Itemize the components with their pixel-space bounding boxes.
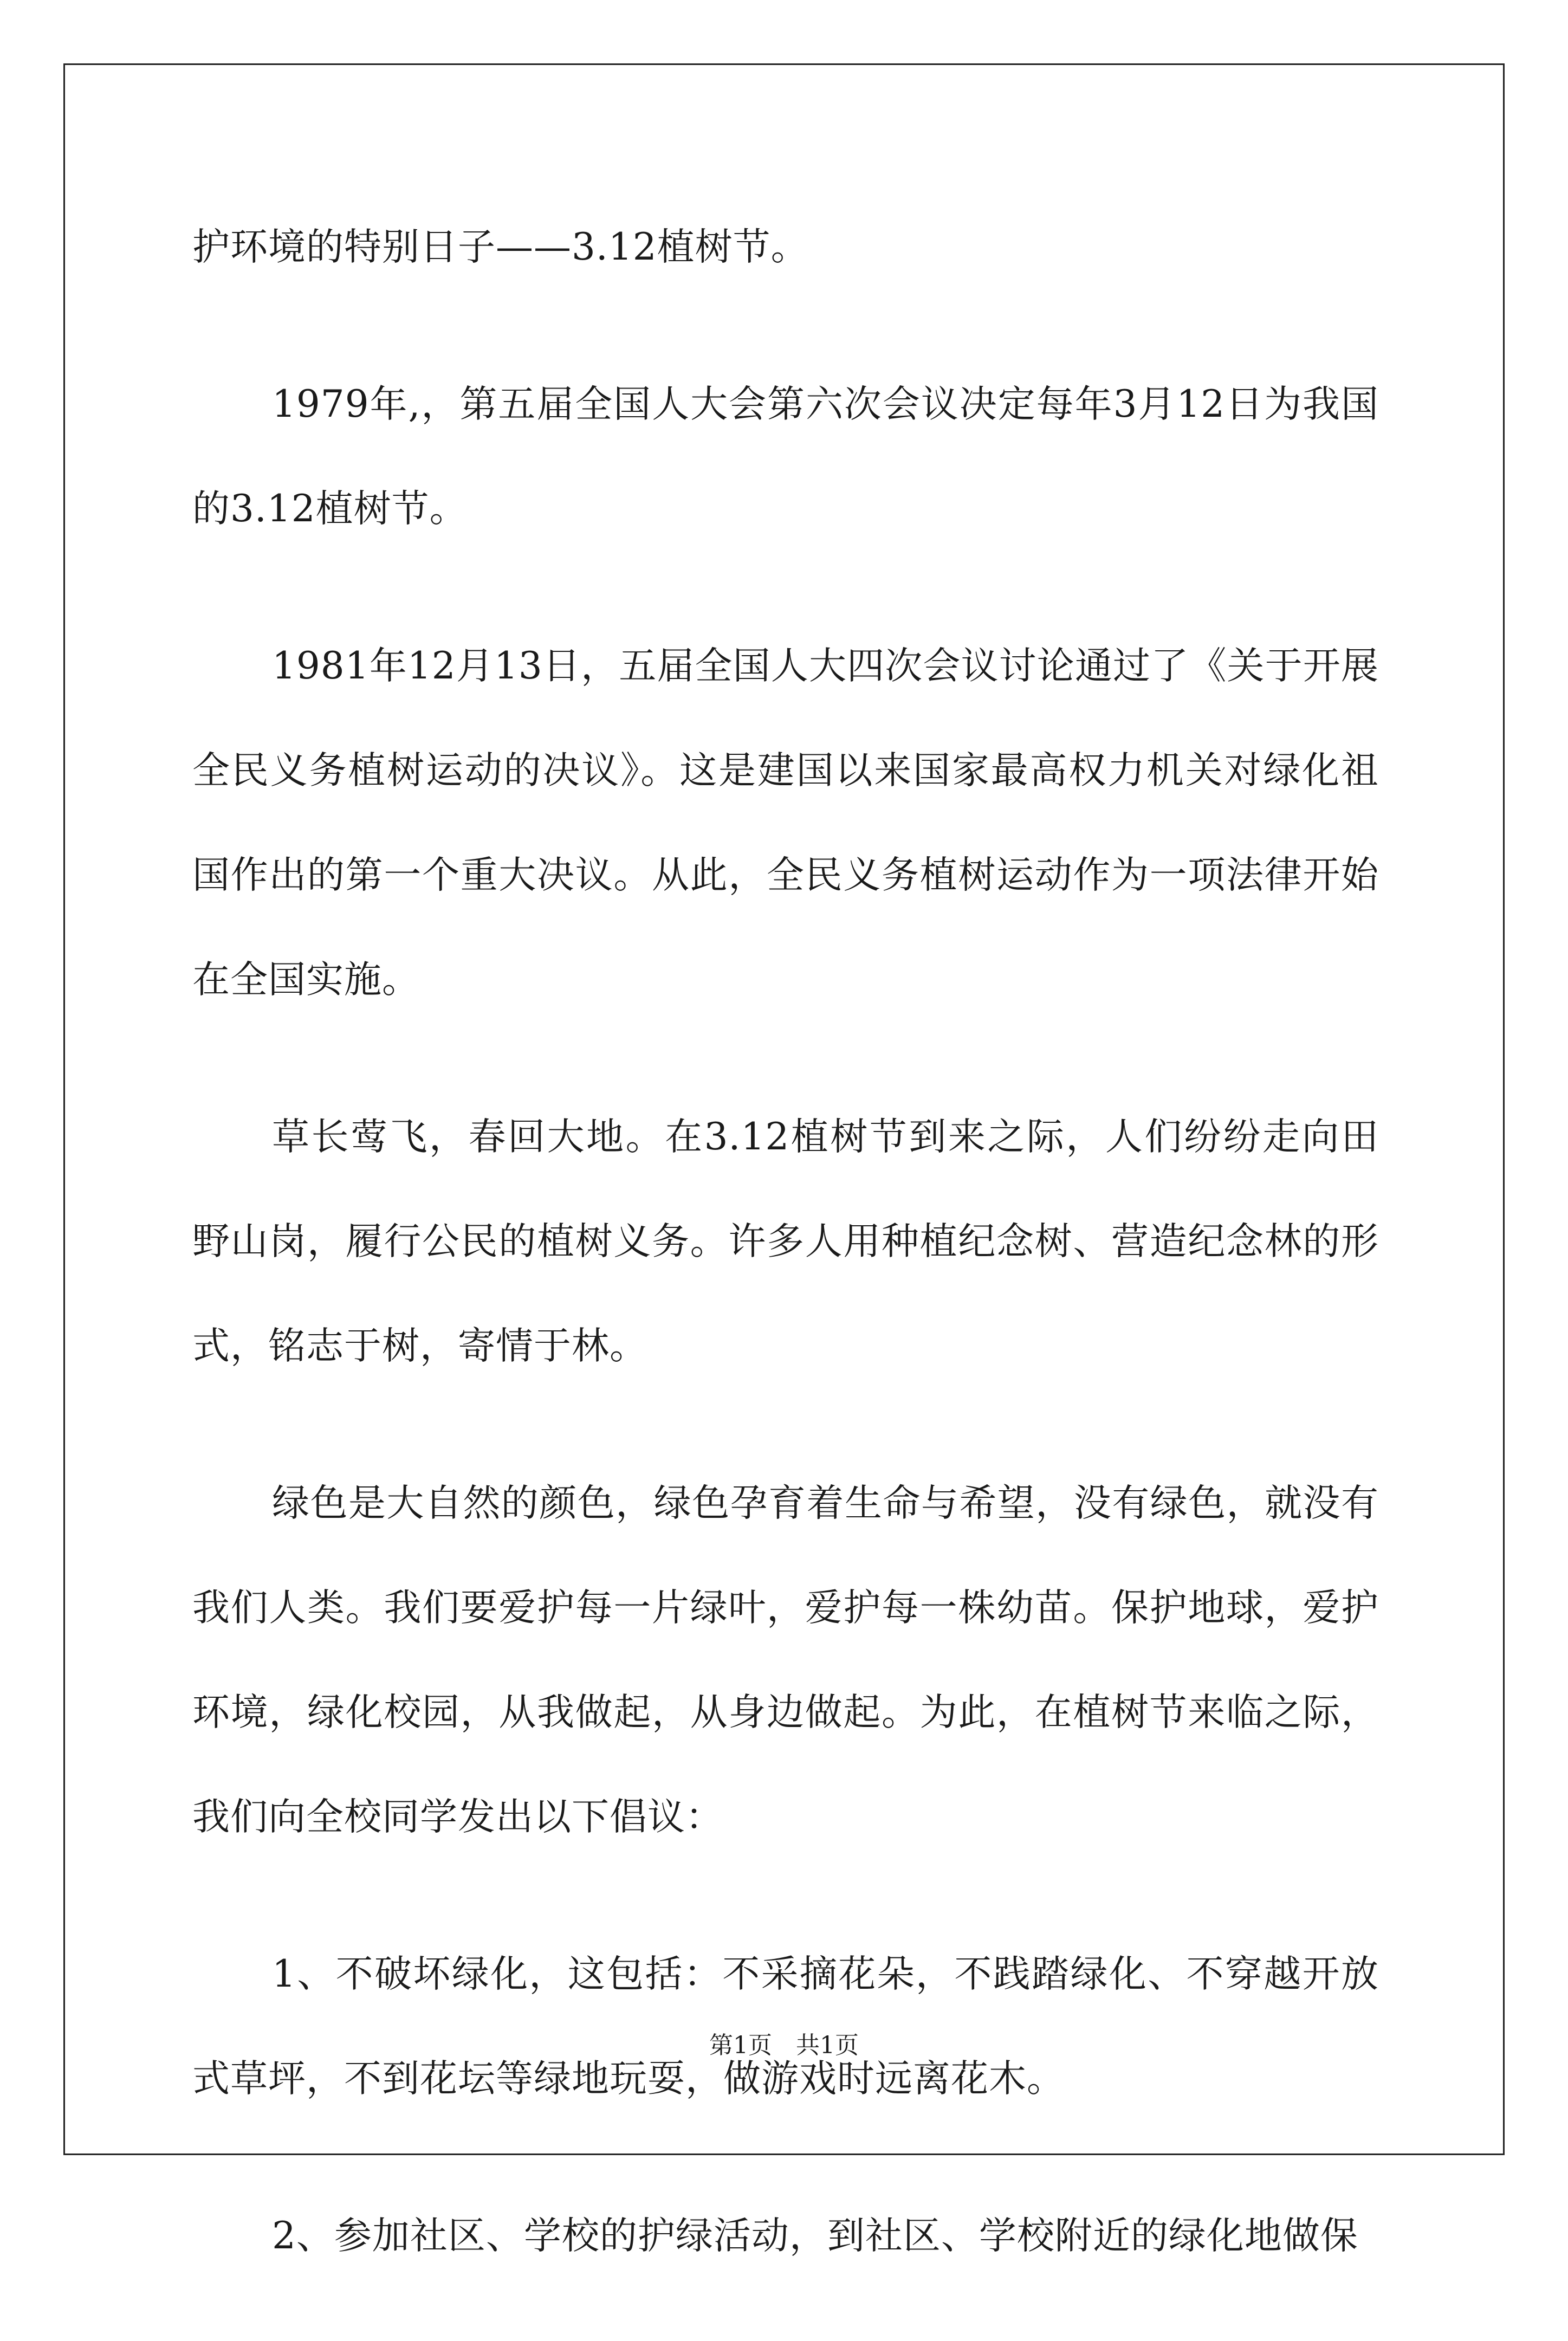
page-total: 共1页 [796, 2032, 859, 2059]
paragraph-green-proposal: 绿色是大自然的颜色，绿色孕育着生命与希望，没有绿色，就没有我们人类。我们要爱护每一片绿叶，爱护每一株幼苗。保护地球，爱护环境，绿化校园，从我做起，从身边做起。为此，在植树节来临之际，我们向全校同学发出以下倡议： [192, 1482, 1379, 1839]
paragraph-item-1: 1、不破坏绿化，这包括：不采摘花朵，不践踏绿化、不穿越开放式草坪，不到花坛等绿地玩耍，做游戏时远离花木。 [192, 1952, 1379, 2100]
paragraph-item-2: 2、参加社区、学校的护绿活动，到社区、学校附近的绿化地做保 [272, 2214, 1358, 2258]
paragraph-1979-decision: 1979年,，第五届全国人大会第六次会议决定每年3月12日为我国的3.12植树节。 [192, 383, 1379, 531]
paragraph-spring: 草长莺飞，春回大地。在3.12植树节到来之际，人们纷纷走向田野山岗，履行公民的植树义务。许多人用种植纪念树、营造纪念林的形式，铭志于树，寄情于林。 [192, 1115, 1379, 1368]
document-body [192, 195, 1379, 2341]
page-number: 第1页 [709, 2032, 772, 2059]
paragraph-continuation: 护环境的特别日子——3.12植树节。 [192, 225, 809, 269]
paragraph-1981-resolution: 1981年12月13日，五届全国人大四次会议讨论通过了《关于开展全民义务植树运动的决议》。这是建国以来国家最高权力机关对绿化祖国作出的第一个重大决议。从此，全民义务植树运动作为一项法律开始在全国实施。 [192, 644, 1379, 1001]
page-footer [0, 2029, 1568, 2062]
